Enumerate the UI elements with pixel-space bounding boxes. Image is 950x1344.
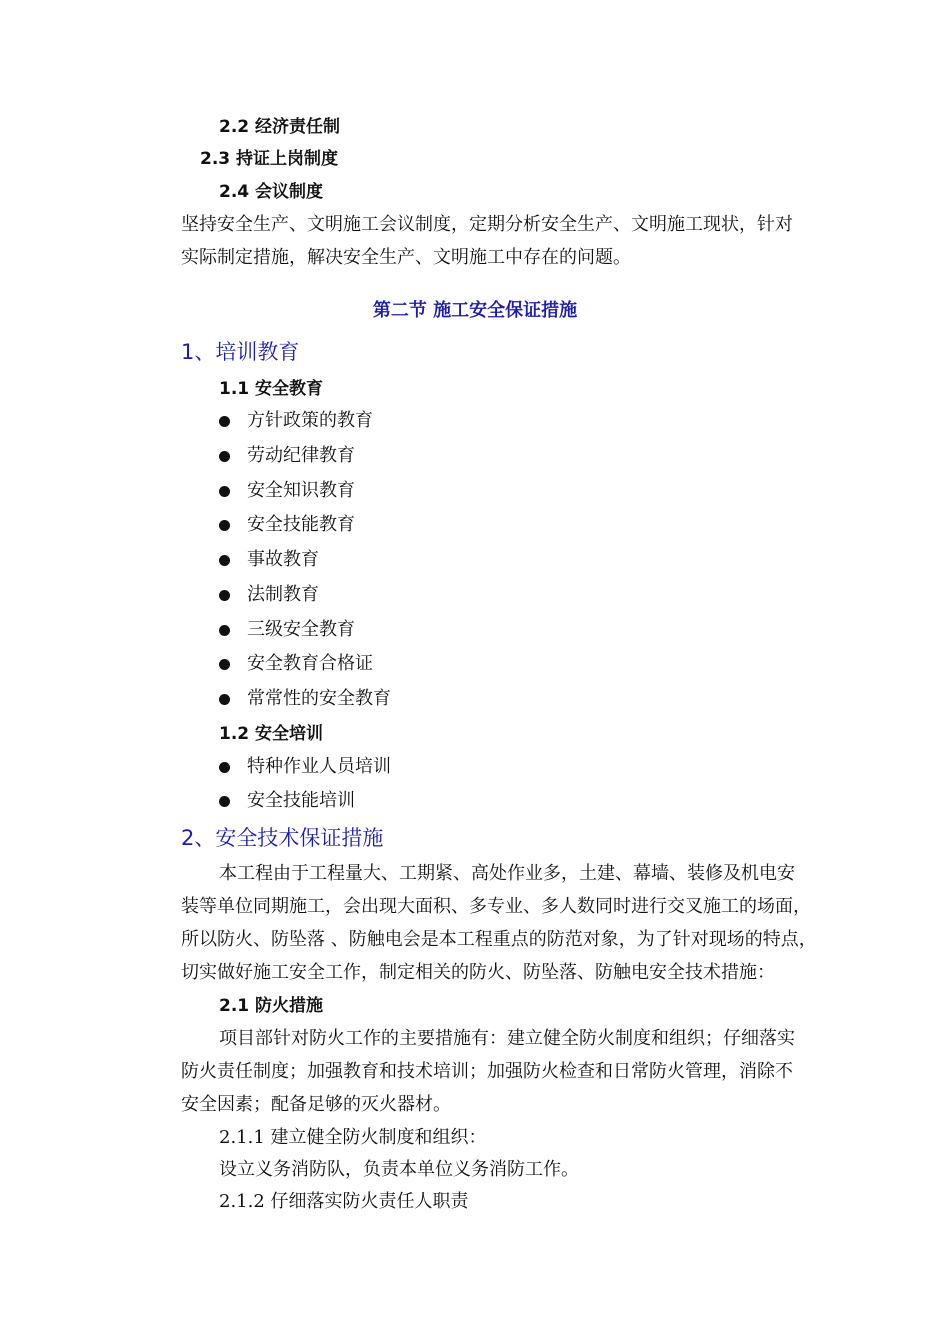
list-item: 安全教育合格证 xyxy=(247,653,373,674)
subheading-2-1-1: 2.1.1 建立健全防火制度和组织： xyxy=(219,1127,487,1148)
list-item: 安全技能教育 xyxy=(247,514,355,535)
subheading-2-2: 2.2 经济责任制 xyxy=(219,117,341,137)
heading-training: 1、培训教育 xyxy=(181,340,300,364)
list-item: 劳动纪律教育 xyxy=(247,445,355,466)
paragraph-line: 所以防火、防坠落 、防触电会是本工程重点的防范对象，为了针对现场的特点， xyxy=(181,929,817,950)
paragraph-line: 切实做好施工安全工作，制定相关的防火、防坠落、防触电安全技术措施： xyxy=(181,962,775,983)
list-item: 法制教育 xyxy=(247,584,319,605)
paragraph-line: 安全因素；配备足够的灭火器材。 xyxy=(181,1094,451,1115)
paragraph-line: 实际制定措施，解决安全生产、文明施工中存在的问题。 xyxy=(181,247,631,268)
bullet-dot xyxy=(219,451,230,462)
bullet-dot xyxy=(219,762,230,773)
bullet-dot xyxy=(219,625,230,636)
paragraph-line: 防火责任制度；加强教育和技术培训；加强防火检查和日常防火管理，消除不 xyxy=(181,1061,793,1082)
subheading-2-3: 2.3 持证上岗制度 xyxy=(200,149,339,169)
bullet-dot xyxy=(219,796,230,807)
subheading-2-4: 2.4 会议制度 xyxy=(219,182,324,202)
paragraph-line: 装等单位同期施工，会出现大面积、多专业、多人数同时进行交叉施工的场面， xyxy=(181,896,811,917)
list-item: 特种作业人员培训 xyxy=(247,756,391,777)
section-title: 第二节 施工安全保证措施 xyxy=(372,300,578,321)
subheading-1-2: 1.2 安全培训 xyxy=(219,724,324,744)
list-item: 事故教育 xyxy=(247,549,319,570)
subheading-2-1-2: 2.1.2 仔细落实防火责任人职责 xyxy=(219,1191,469,1212)
bullet-dot xyxy=(219,555,230,566)
list-item: 安全技能培训 xyxy=(247,790,355,811)
paragraph-line: 项目部针对防火工作的主要措施有：建立健全防火制度和组织；仔细落实 xyxy=(219,1028,795,1049)
bullet-dot xyxy=(219,416,230,427)
list-item: 常常性的安全教育 xyxy=(247,688,391,709)
bullet-dot xyxy=(219,486,230,497)
subheading-2-1: 2.1 防火措施 xyxy=(219,996,324,1016)
paragraph-line: 设立义务消防队，负责本单位义务消防工作。 xyxy=(219,1159,579,1180)
bullet-dot xyxy=(219,694,230,705)
paragraph-line: 坚持安全生产、文明施工会议制度，定期分析安全生产、文明施工现状，针对 xyxy=(181,214,793,235)
bullet-dot xyxy=(219,590,230,601)
bullet-dot xyxy=(219,520,230,531)
paragraph-line: 本工程由于工程量大、工期紧、高处作业多，土建、幕墙、装修及机电安 xyxy=(219,863,795,884)
heading-tech: 2、安全技术保证措施 xyxy=(181,826,384,850)
list-item: 方针政策的教育 xyxy=(247,410,373,431)
list-item: 三级安全教育 xyxy=(247,619,355,640)
subheading-1-1: 1.1 安全教育 xyxy=(219,379,324,399)
bullet-dot xyxy=(219,659,230,670)
list-item: 安全知识教育 xyxy=(247,480,355,501)
